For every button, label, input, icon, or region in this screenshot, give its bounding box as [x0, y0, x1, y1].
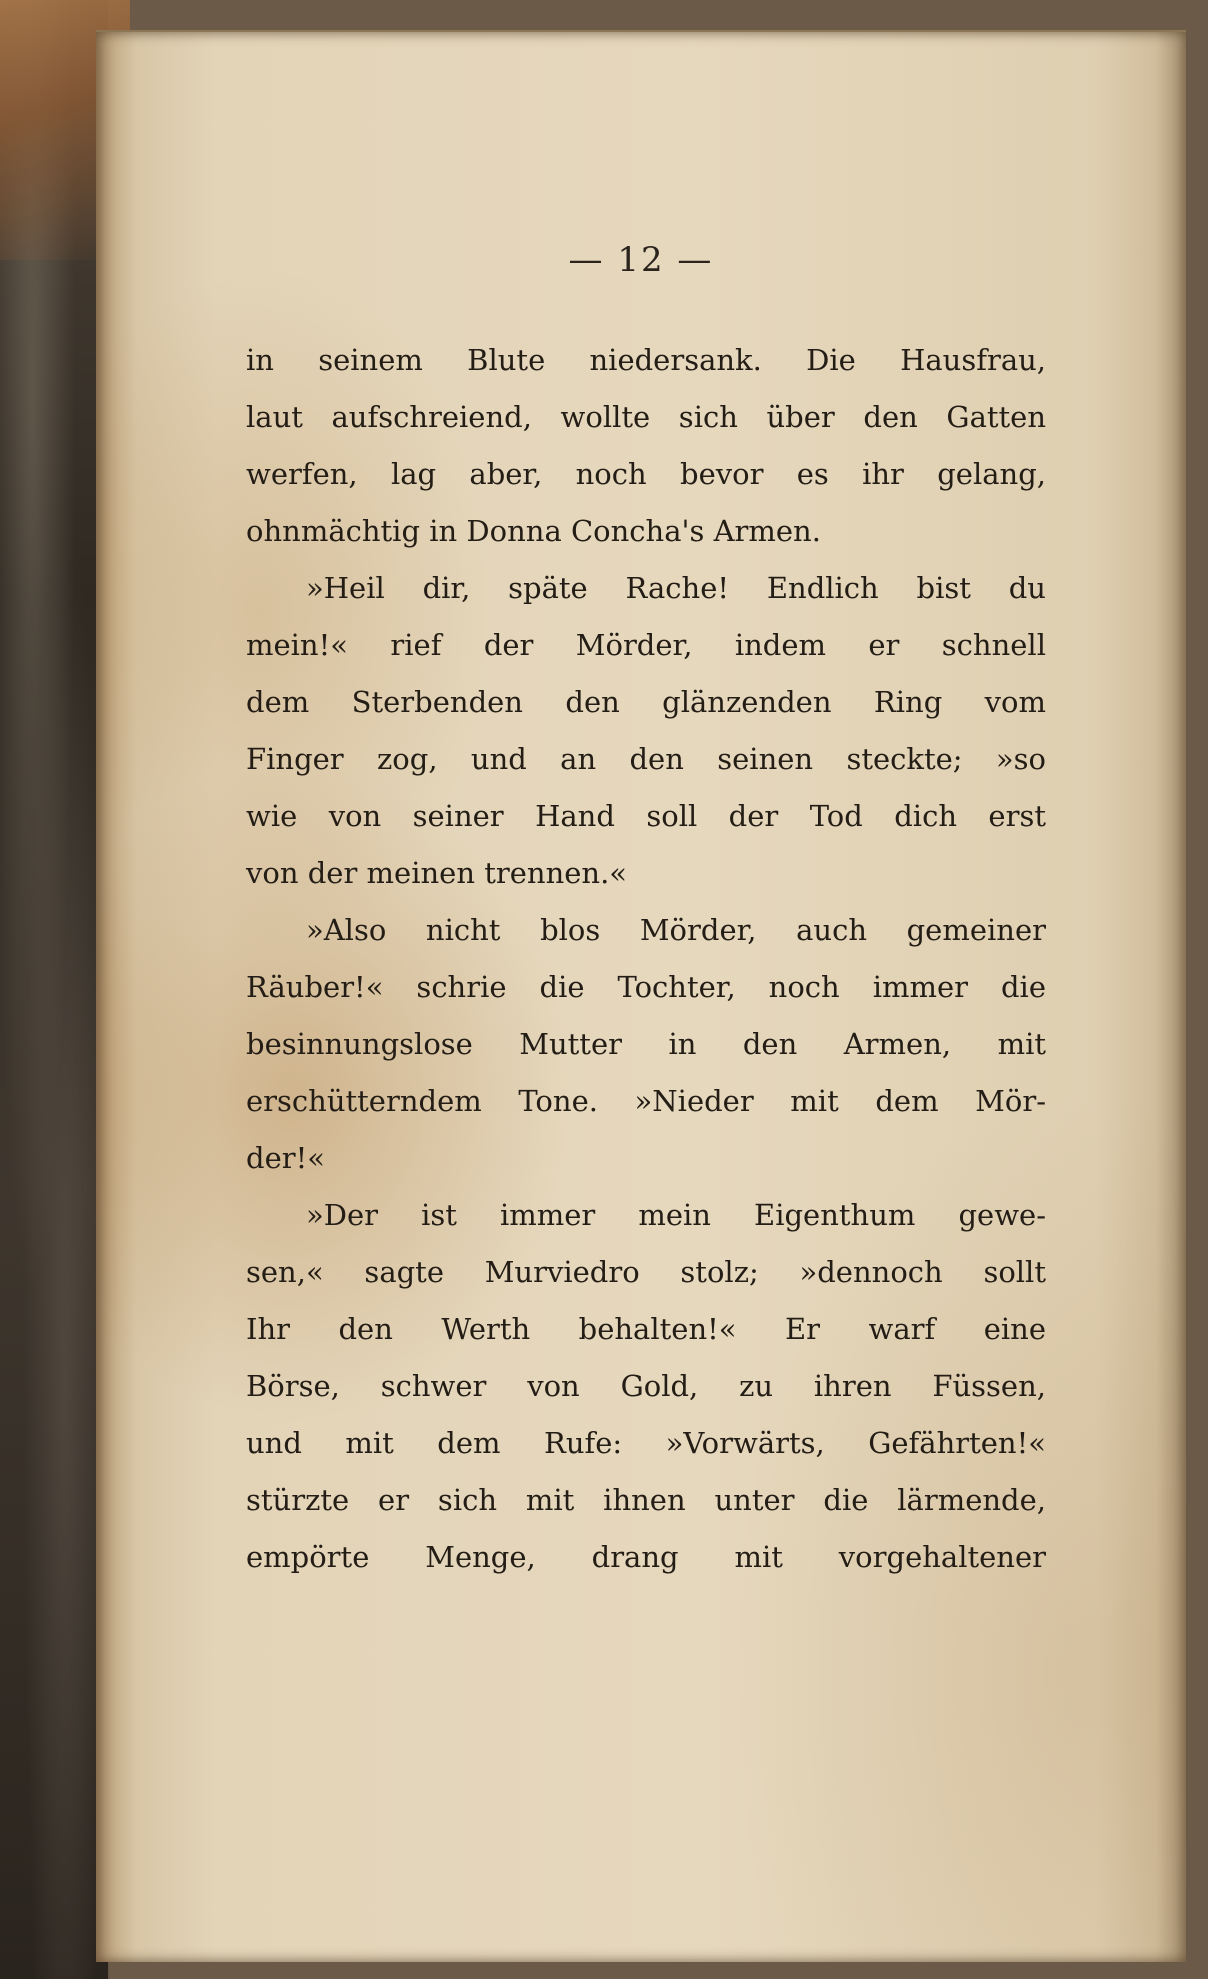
- text-line: sen,« sagte Murviedro stolz; »dennoch sollt: [246, 1255, 1046, 1289]
- text-line: von der meinen trennen.«: [246, 856, 628, 890]
- text-line: empörte Menge, drang mit vorgehaltener: [246, 1540, 1046, 1574]
- text-line: wie von seiner Hand soll der Tod dich erst: [246, 799, 1046, 833]
- text-line: und mit dem Rufe: »Vorwärts, Gefährten!«: [246, 1426, 1046, 1460]
- text-line: werfen, lag aber, noch bevor es ihr gelang,: [246, 457, 1046, 491]
- text-line: Räuber!« schrie die Tochter, noch immer die: [246, 970, 1046, 1004]
- book-page: [96, 30, 1186, 1962]
- text-line: stürzte er sich mit ihnen unter die lärmende,: [246, 1483, 1046, 1517]
- text-line: »Heil dir, späte Rache! Endlich bist du: [306, 571, 1046, 605]
- text-line: besinnungslose Mutter in den Armen, mit: [246, 1027, 1046, 1061]
- text-line: laut aufschreiend, wollte sich über den Gatten: [246, 400, 1046, 434]
- text-line: Finger zog, und an den seinen steckte; »so: [246, 742, 1046, 776]
- text-line: in seinem Blute niedersank. Die Hausfrau,: [246, 343, 1046, 377]
- text-line: mein!« rief der Mörder, indem er schnell: [246, 628, 1046, 662]
- text-line: erschütterndem Tone. »Nieder mit dem Mör-: [246, 1084, 1046, 1118]
- page-number: — 12 —: [568, 240, 714, 280]
- text-line: dem Sterbenden den glänzenden Ring vom: [246, 685, 1046, 719]
- page-edge-shadow: [1156, 32, 1186, 1962]
- text-line: »Also nicht blos Mörder, auch gemeiner: [306, 913, 1046, 947]
- text-line: »Der ist immer mein Eigenthum gewe-: [306, 1198, 1046, 1232]
- text-line: der!«: [246, 1141, 325, 1175]
- body-text: [246, 332, 1046, 1586]
- text-line: Börse, schwer von Gold, zu ihren Füssen,: [246, 1369, 1046, 1403]
- marbled-book-cover: [0, 0, 108, 1979]
- text-line: Ihr den Werth behalten!« Er warf eine: [246, 1312, 1046, 1346]
- text-line: ohnmächtig in Donna Concha's Armen.: [246, 514, 821, 548]
